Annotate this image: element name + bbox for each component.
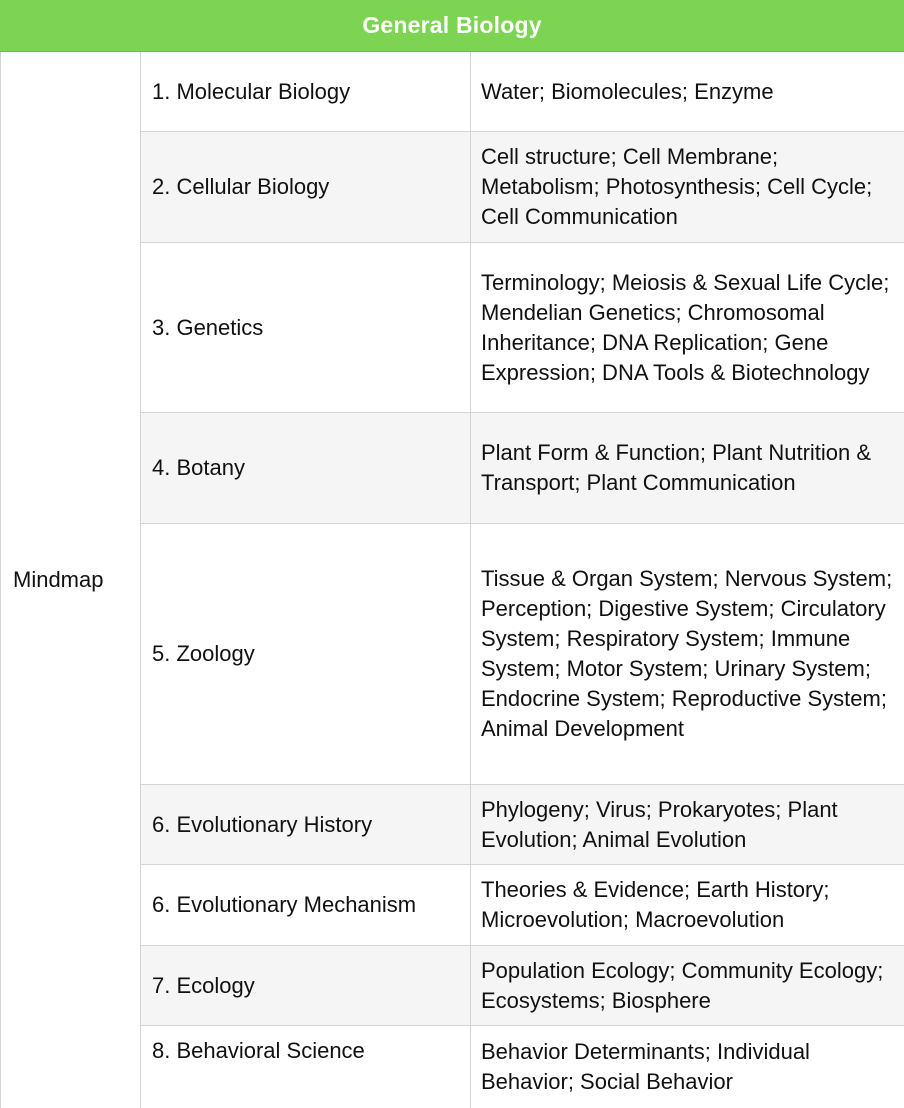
details-text: Theories & Evidence; Earth History; Microevolution; Macroevolution	[481, 877, 830, 932]
details-text: Terminology; Meiosis & Sexual Life Cycle; Mendelian Genetics; Chromosomal Inheritance; DNA Replication; Gene Expression; DNA Tools & Biotechnology	[481, 269, 890, 385]
topic-text: 2. Cellular Biology	[152, 174, 330, 199]
details-cell[interactable]	[471, 413, 904, 523]
table-row[interactable]	[141, 524, 904, 785]
table-row[interactable]	[141, 243, 904, 413]
details-cell[interactable]	[471, 1026, 904, 1108]
details-text: Tissue & Organ System; Nervous System; Perception; Digestive System; Circulatory System; Respiratory System; Immune System; Motor System; Urinary System; Endocrine System; Reproductive System; Animal Development	[481, 566, 893, 741]
topic-cell[interactable]	[141, 52, 471, 131]
table-row[interactable]	[141, 413, 904, 524]
details-text: Phylogeny; Virus; Prokaryotes; Plant Evolution; Animal Evolution	[481, 796, 838, 852]
topic-text: 3. Genetics	[152, 314, 264, 340]
topic-text: 8. Behavioral Science	[152, 1038, 365, 1063]
details-text: Behavior Determinants; Individual Behavior; Social Behavior	[481, 1039, 810, 1094]
table-row[interactable]	[141, 865, 904, 946]
details-cell[interactable]	[471, 52, 904, 131]
table-body	[141, 52, 904, 1108]
table-row[interactable]	[141, 1026, 904, 1108]
details-text: Population Ecology; Community Ecology; Ecosystems; Biosphere	[481, 957, 884, 1013]
topic-text: 4. Botany	[152, 455, 245, 480]
table-row[interactable]	[141, 52, 904, 132]
topic-cell[interactable]	[141, 1026, 471, 1108]
details-cell[interactable]	[471, 946, 904, 1025]
details-cell[interactable]	[471, 524, 904, 784]
topic-cell[interactable]	[141, 243, 471, 412]
mindmap-label-cell[interactable]	[0, 52, 141, 1108]
mindmap-label: Mindmap	[13, 567, 104, 592]
topic-text: 6. Evolutionary Mechanism	[152, 892, 417, 917]
details-cell[interactable]	[471, 243, 904, 412]
table-title-bar[interactable]	[0, 0, 904, 52]
table-title: General Biology	[362, 12, 542, 38]
topic-text: 7. Ecology	[152, 972, 255, 998]
topic-cell[interactable]	[141, 865, 471, 945]
topic-text: 5. Zoology	[152, 641, 255, 666]
details-cell[interactable]	[471, 865, 904, 945]
topic-text: 6. Evolutionary History	[152, 811, 373, 837]
table-row[interactable]	[141, 785, 904, 865]
table-row[interactable]	[141, 946, 904, 1026]
details-text: Water; Biomolecules; Enzyme	[481, 78, 774, 104]
topic-cell[interactable]	[141, 946, 471, 1025]
topic-text: 1. Molecular Biology	[152, 78, 351, 104]
topic-cell[interactable]	[141, 524, 471, 784]
table-row[interactable]	[141, 132, 904, 243]
topic-cell[interactable]	[141, 413, 471, 523]
topic-cell[interactable]	[141, 785, 471, 864]
details-text: Plant Form & Function; Plant Nutrition & Transport; Plant Communication	[481, 440, 872, 495]
topic-cell[interactable]	[141, 132, 471, 242]
details-text: Cell structure; Cell Membrane; Metabolism; Photosynthesis; Cell Cycle; Cell Communication	[481, 144, 873, 229]
details-cell[interactable]	[471, 785, 904, 864]
details-cell[interactable]	[471, 132, 904, 242]
